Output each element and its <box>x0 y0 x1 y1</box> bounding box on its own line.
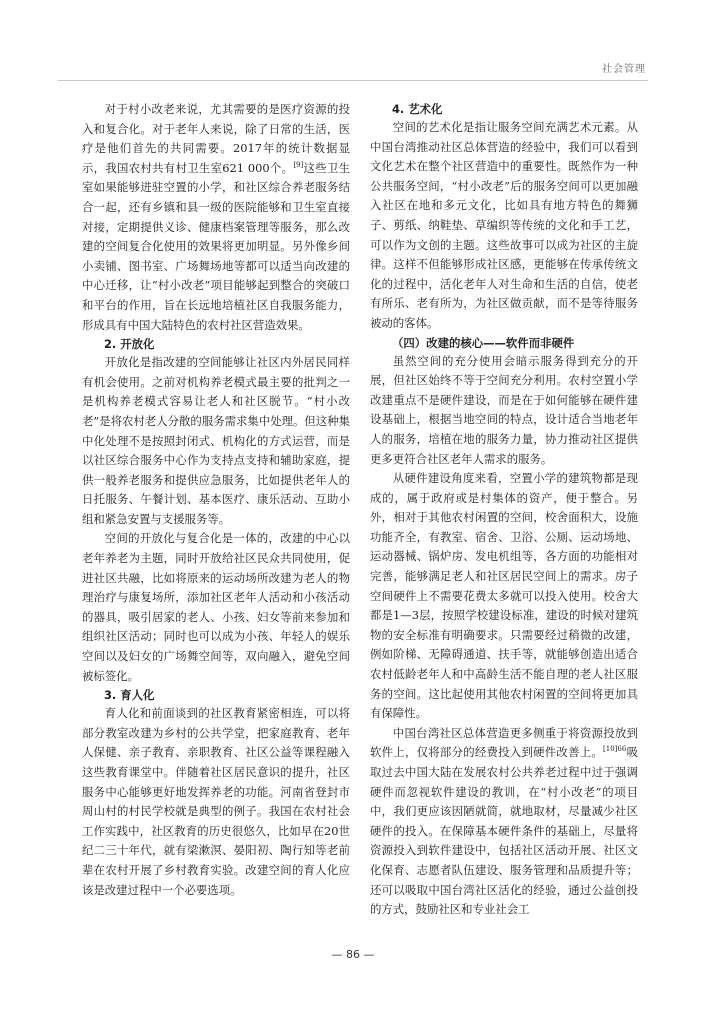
body-paragraph: 空间的艺术化是指让服务空间充满艺术元素。从中国台湾推动社区总体营造的经验中，我们可以看到文化艺术在整个社区营造中的重要性。既然作为一种公共服务空间，“村小改老”后的服务空间可以更加融入社区在地和多元文化，比如具有地方特色的舞狮子、剪纸、纳鞋垫、草编织等传统的文化和手工艺，可以作为文创的主题。这些故事可以成为社区的主旋律。这样不但能够形成社区感，更能够在传承传统文化的过程中，活化老年人对生命和生活的自信，使老有所乐、老有所为，为社区做贡献，而不是等待服务被动的客体。 <box>370 120 638 330</box>
body-paragraph: 对于村小改老来说，尤其需要的是医疗资源的投入和复合化。对于老年人来说，除了日常的生活，医疗是他们首先的共同需要。2017年的统计数据显示，我国农村共有村卫生室621 000个。[9]这些卫生室如果能够进驻空置的小学，和社区综合养老服务结合一起，还有乡镇和县一级的医院能够和卫生室直接对接，定期提供义诊、健康档案管理等服务，那么改建的空间复合化使用的效果将更加明显。另外像乡间小卖铺、图书室、广场舞场地等都可以适当向改建的中心迁移，让“村小改老”项目能够起到整合的突破口和平台的作用，旨在长远地培植社区自我服务能力，形成具有中国大陆特色的农村社区营造效果。 <box>82 102 350 332</box>
body-paragraph: 中国台湾社区总体营造更多侧重于将资源投放到软件上，仅将部分的经费投入到硬件改善上。$^{[10]66}$吸取过去中国大陆在发展农村公共养老过程中过于强调硬件而忽视软件建设的教训，在“村小改老”的项目中，我们更应该因陋就简，就地取材，尽量减少社区硬件的投入。在保障基本硬件条件的基础上，尽量将资源投入到软件建设中，包括社区活动开展、社区文化保育、志愿者队伍建设、服务管理和品质提升等；还可以吸取中国台湾社区活化的经验，通过公益创投的方式，鼓励社区和专业社会工 <box>370 725 638 917</box>
section-heading: 3. 育人化 <box>104 688 155 703</box>
page-number: — 86 — <box>331 948 375 961</box>
body-paragraph: 开放化是指改建的空间能够让社区内外居民同样有机会使用。之前对机构养老模式最主要的批判之一是机构养老模式容易让老人和社区脱节。“村小改老”是将农村老人分散的服务需求集中处理。但这种集中化处理不是按照封闭式、机构化的方式运营，而是以社区综合服务中心作为支持点支持和辅助家庭，提供一般养老服务和提供应急服务，比如提供老年人的日托服务、午餐计划、基本医疗、康乐活动、互助小组和紧急安置与支援服务等。 <box>82 355 350 526</box>
body-paragraph: 从硬件建设角度来看，空置小学的建筑物都是现成的，属于政府或是村集体的资产，便于整合。另外，相对于其他农村闲置的空间，校舍面积大，设施功能齐全，有教室、宿舍、卫浴、公厕、运动场地、运动器械、锅炉房、发电机组等，各方面的功能相对完善，能够满足老人和社区居民空间上的需求。房子空间硬件上不需要花费太多就可以投入使用。校舍大都是1—3层，按照学校建设标准，建设的时候对建筑物的安全标准有明确要求。只需要经过稍微的改建，例如阶梯、无障碍通道、扶手等，就能够创造出适合农村低龄老年人和中高龄生活不能自理的老人社区服务的空间。这比起使用其他农村闲置的空间将更加具有保障性。 <box>370 471 638 721</box>
body-paragraph: 空间的开放化与复合化是一体的，改建的中心以老年养老为主题，同时开放给社区民众共同使用，促进社区共融，比如将原来的运动场所改建为老人的物理治疗与康复场所，添加社区老年人活动和小孩活动的器具，吸引居家的老人、小孩、妇女等前来参加和组织社区活动；同时也可以成为小孩、年轻人的娱乐空间以及妇女的广场舞空间等，双向融入，避免空间被标签化。 <box>82 531 350 683</box>
section-heading: （四）改建的核心——软件而非硬件 <box>392 335 575 350</box>
running-header: 社会管理 <box>602 64 646 75</box>
body-paragraph: 育人化和前面谈到的社区教育紧密相连，可以将部分教室改建为乡村的公共学堂，把家庭教育、老年人保健、亲子教育、亲职教育、社区公益等课程融入这些教育课堂中。伴随着社区居民意识的提升，社区服务中心能够更好地发挥养老的功能。河南省登封市周山村的村民学校就是典型的例子。我国在农村社会工作实践中，社区教育的历史很悠久，比如早在20世纪二三十年代，就有梁漱溟、晏阳初、陶行知等老前辈在农村开展了乡村教育实验。改建空间的育人化应该是改建过程中一个必要选项。 <box>82 706 350 897</box>
header-rule <box>58 80 648 81</box>
left-column <box>82 100 350 900</box>
right-column <box>370 100 638 920</box>
citation-ref[interactable]: [10]66 <box>603 745 627 754</box>
citation-ref[interactable]: [9] <box>293 160 304 169</box>
section-heading: 4. 艺术化 <box>392 102 443 116</box>
body-paragraph: 虽然空间的充分使用会暗示服务得到充分的开展，但社区始终不等于空间充分利用。农村空置小学改建重点不是硬件建设，而是在于如何能够在硬件建设基础上，根据当地空间的特点，设计适合当地老年人的服务，培植在地的服务力量，协力推动社区提供更多更符合社区老年人需求的服务。 <box>370 353 638 466</box>
section-heading: 2. 开放化 <box>104 337 155 352</box>
